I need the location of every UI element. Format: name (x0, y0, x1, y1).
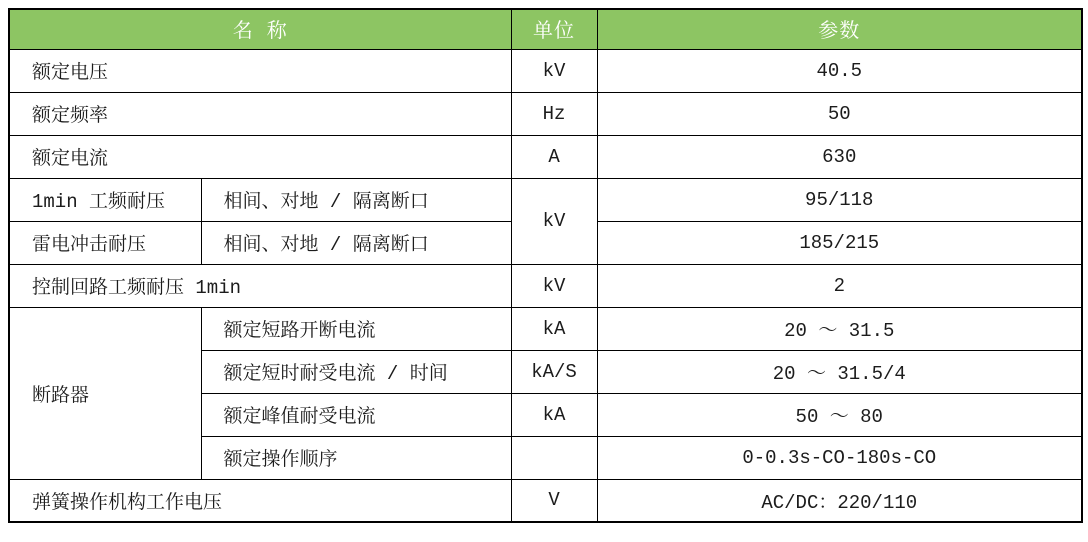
sub-cell: 相间、对地 / 隔离断口 (201, 221, 511, 264)
param-cell: 20 ～ 31.5 (597, 307, 1082, 350)
unit-cell: kA (511, 393, 597, 436)
sub-cell: 额定短时耐受电流 / 时间 (201, 350, 511, 393)
name-cell: 额定电流 (9, 135, 511, 178)
param-cell: 50 (597, 92, 1082, 135)
unit-cell: V (511, 479, 597, 522)
group-cell-circuit-breaker: 断路器 (9, 307, 201, 479)
row-power-frequency-withstand (9, 178, 1082, 221)
name-cell: 控制回路工频耐压 1min (9, 264, 511, 307)
unit-cell: kV (511, 264, 597, 307)
sub-cell: 额定操作顺序 (201, 436, 511, 479)
header-param: 参数 (597, 9, 1082, 49)
sub-cell: 额定短路开断电流 (201, 307, 511, 350)
unit-cell-empty (511, 436, 597, 479)
row-rated-frequency (9, 92, 1082, 135)
unit-cell: kV (511, 49, 597, 92)
param-cell: 2 (597, 264, 1082, 307)
param-cell: AC/DC：220/110 (597, 479, 1082, 522)
name-cell: 额定电压 (9, 49, 511, 92)
param-cell: 95/118 (597, 178, 1082, 221)
row-rated-current (9, 135, 1082, 178)
header-name: 名 称 (9, 9, 511, 49)
param-cell: 0-0.3s-CO-180s-CO (597, 436, 1082, 479)
sub-cell: 额定峰值耐受电流 (201, 393, 511, 436)
param-cell: 630 (597, 135, 1082, 178)
unit-cell-merged: kV (511, 178, 597, 264)
name-cell: 额定频率 (9, 92, 511, 135)
sub-cell: 相间、对地 / 隔离断口 (201, 178, 511, 221)
table-header-row (9, 9, 1082, 49)
row-breaking-current (9, 307, 1082, 350)
spec-table (8, 8, 1083, 523)
row-control-circuit-withstand (9, 264, 1082, 307)
row-spring-mechanism-voltage (9, 479, 1082, 522)
name-cell: 雷电冲击耐压 (9, 221, 201, 264)
name-cell: 1min 工频耐压 (9, 178, 201, 221)
param-cell: 20 ～ 31.5/4 (597, 350, 1082, 393)
row-rated-voltage (9, 49, 1082, 92)
param-cell: 185/215 (597, 221, 1082, 264)
unit-cell: kA (511, 307, 597, 350)
param-cell: 50 ～ 80 (597, 393, 1082, 436)
unit-cell: A (511, 135, 597, 178)
param-cell: 40.5 (597, 49, 1082, 92)
header-unit: 单位 (511, 9, 597, 49)
name-cell: 弹簧操作机构工作电压 (9, 479, 511, 522)
unit-cell: kA/S (511, 350, 597, 393)
unit-cell: Hz (511, 92, 597, 135)
